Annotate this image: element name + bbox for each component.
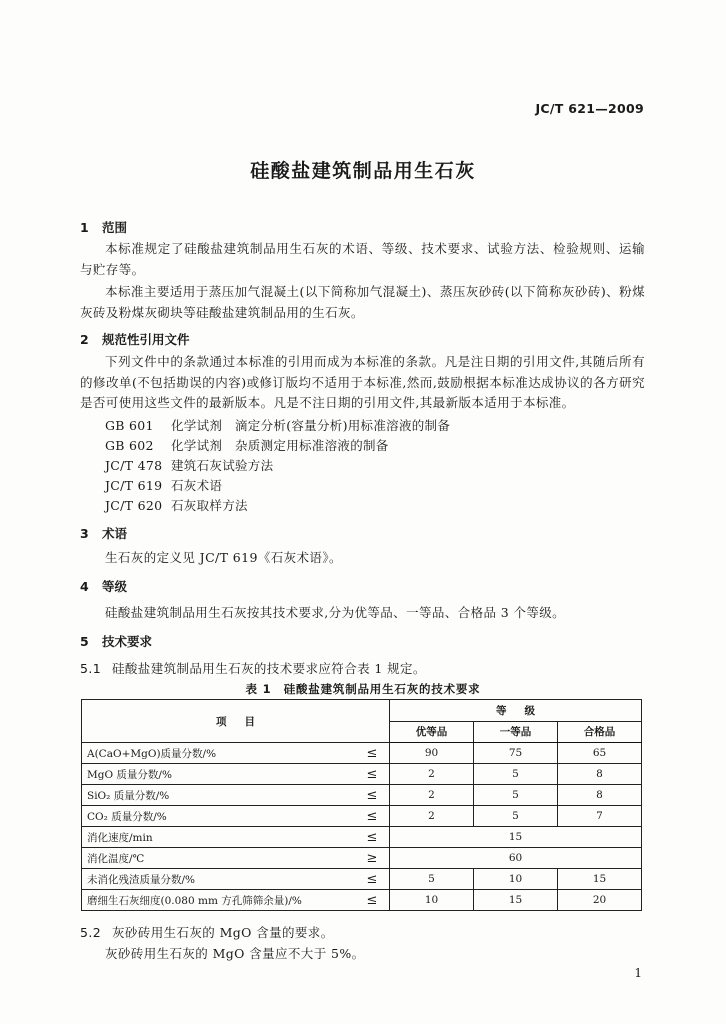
section-3-paragraph-1: 生石灰的定义见 JC/T 619《石灰术语》。 bbox=[105, 550, 342, 565]
reference-code: JC/T 478 bbox=[105, 458, 163, 473]
reference-title: 化学试剂 滴定分析(容量分析)用标准溶液的制备 bbox=[171, 418, 451, 433]
value-cell: 10 bbox=[474, 869, 558, 890]
grade-cell: 优等品 bbox=[390, 721, 474, 743]
operator-cell: ≥ bbox=[355, 848, 390, 869]
reference-item bbox=[105, 496, 248, 514]
reference-code: JC/T 619 bbox=[105, 478, 163, 493]
reference-title: 石灰术语 bbox=[171, 478, 223, 493]
operator-cell: ≤ bbox=[355, 764, 390, 785]
section-number: 2 bbox=[80, 332, 89, 347]
table-row bbox=[82, 848, 642, 869]
operator-cell: ≤ bbox=[355, 806, 390, 827]
value-cell: 2 bbox=[390, 785, 474, 806]
grade-cell: 一等品 bbox=[474, 721, 558, 743]
value-cell: 8 bbox=[558, 785, 642, 806]
section-1-heading bbox=[80, 218, 127, 236]
technical-requirements-table bbox=[81, 699, 642, 911]
reference-title: 建筑石灰试验方法 bbox=[171, 458, 274, 473]
section-number: 5 bbox=[80, 634, 89, 649]
section-1-paragraph-2: 本标准主要适用于蒸压加气混凝土(以下简称加气混凝土)、蒸压灰砂砖(以下简称灰砂砖)、粉煤灰砖及粉煤灰砌块等硅酸盐建筑制品用的生石灰。 bbox=[80, 284, 645, 320]
value-cell: 7 bbox=[558, 806, 642, 827]
reference-code: JC/T 620 bbox=[105, 498, 163, 513]
operator-cell: ≤ bbox=[355, 743, 390, 764]
item-cell: A(CaO+MgO)质量分数/% bbox=[82, 743, 356, 764]
header-grade-cell: 等级 bbox=[390, 700, 642, 722]
clause-number: 5.2 bbox=[80, 925, 102, 940]
clause-5-2-paragraph: 灰砂砖用生石灰的 MgO 含量应不大于 5%。 bbox=[105, 946, 365, 961]
value-cell: 5 bbox=[474, 764, 558, 785]
section-number: 4 bbox=[80, 579, 89, 594]
value-cell: 8 bbox=[558, 764, 642, 785]
header-item-cell: 项目 bbox=[82, 700, 390, 743]
section-3-heading bbox=[80, 524, 127, 542]
section-1-paragraph-1: 本标准规定了硅酸盐建筑制品用生石灰的术语、等级、技术要求、试验方法、检验规则、运输与贮存等。 bbox=[80, 241, 645, 277]
section-title: 规范性引用文件 bbox=[102, 332, 190, 347]
item-cell: SiO₂ 质量分数/% bbox=[82, 785, 356, 806]
section-5-heading bbox=[80, 632, 152, 650]
reference-item bbox=[105, 456, 273, 474]
value-cell: 15 bbox=[474, 890, 558, 911]
page-number: 1 bbox=[634, 966, 642, 980]
standard-code: JC/T 621—2009 bbox=[535, 101, 644, 116]
reference-item bbox=[105, 416, 450, 434]
operator-cell: ≤ bbox=[355, 869, 390, 890]
reference-code: GB 602 bbox=[105, 438, 154, 453]
grade-cell: 合格品 bbox=[558, 721, 642, 743]
clause-text: 硅酸盐建筑制品用生石灰的技术要求应符合表 1 规定。 bbox=[112, 661, 426, 676]
clause-5-1 bbox=[80, 659, 426, 677]
clause-5-2 bbox=[80, 923, 334, 941]
table-row bbox=[82, 764, 642, 785]
section-2-paragraph-1: 下列文件中的条款通过本标准的引用而成为本标准的条款。凡是注日期的引用文件,其随后所有的修改单(不包括勘误的内容)或修订版均不适用于本标准,然而,鼓励根据本标准达成协议的各方研究是否可使用这些文件的最新版本。凡是不注日期的引用文件,其最新版本适用于本标准。 bbox=[80, 354, 645, 410]
value-cell: 65 bbox=[558, 743, 642, 764]
value-cell: 20 bbox=[558, 890, 642, 911]
reference-code: GB 601 bbox=[105, 418, 154, 433]
merged-value-cell: 15 bbox=[390, 827, 642, 848]
reference-item bbox=[105, 476, 222, 494]
section-4-paragraph-1: 硅酸盐建筑制品用生石灰按其技术要求,分为优等品、一等品、合格品 3 个等级。 bbox=[105, 605, 566, 620]
section-number: 3 bbox=[80, 526, 89, 541]
item-cell: MgO 质量分数/% bbox=[82, 764, 356, 785]
clause-text: 灰砂砖用生石灰的 MgO 含量的要求。 bbox=[112, 925, 334, 940]
reference-title: 化学试剂 杂质测定用标准溶液的制备 bbox=[171, 438, 389, 453]
value-cell: 2 bbox=[390, 764, 474, 785]
section-title: 范围 bbox=[102, 220, 128, 235]
section-number: 1 bbox=[80, 220, 89, 235]
value-cell: 5 bbox=[390, 869, 474, 890]
operator-cell: ≤ bbox=[355, 890, 390, 911]
item-cell: 磨细生石灰细度(0.080 mm 方孔筛筛余量)/% bbox=[82, 890, 356, 911]
table-caption: 表 1 硅酸盐建筑制品用生石灰的技术要求 bbox=[245, 682, 481, 696]
table-row bbox=[82, 743, 642, 764]
item-cell: 消化速度/min bbox=[82, 827, 356, 848]
value-cell: 5 bbox=[474, 806, 558, 827]
table-row bbox=[82, 890, 642, 911]
value-cell: 15 bbox=[558, 869, 642, 890]
section-title: 术语 bbox=[102, 526, 128, 541]
section-2-heading bbox=[80, 330, 190, 348]
value-cell: 2 bbox=[390, 806, 474, 827]
table-row bbox=[82, 806, 642, 827]
section-4-heading bbox=[80, 577, 127, 595]
value-cell: 75 bbox=[474, 743, 558, 764]
reference-title: 石灰取样方法 bbox=[171, 498, 248, 513]
table-row bbox=[82, 785, 642, 806]
value-cell: 90 bbox=[390, 743, 474, 764]
clause-number: 5.1 bbox=[80, 661, 102, 676]
merged-value-cell: 60 bbox=[390, 848, 642, 869]
table-row bbox=[82, 827, 642, 848]
section-title: 技术要求 bbox=[102, 634, 153, 649]
value-cell: 5 bbox=[474, 785, 558, 806]
table-header-row bbox=[82, 700, 642, 722]
item-cell: CO₂ 质量分数/% bbox=[82, 806, 356, 827]
table-row bbox=[82, 869, 642, 890]
document-title: 硅酸盐建筑制品用生石灰 bbox=[250, 160, 476, 182]
operator-cell: ≤ bbox=[355, 785, 390, 806]
value-cell: 10 bbox=[390, 890, 474, 911]
item-cell: 消化温度/℃ bbox=[82, 848, 356, 869]
operator-cell: ≤ bbox=[355, 827, 390, 848]
item-cell: 未消化残渣质量分数/% bbox=[82, 869, 356, 890]
reference-item bbox=[105, 436, 389, 454]
section-title: 等级 bbox=[102, 579, 128, 594]
